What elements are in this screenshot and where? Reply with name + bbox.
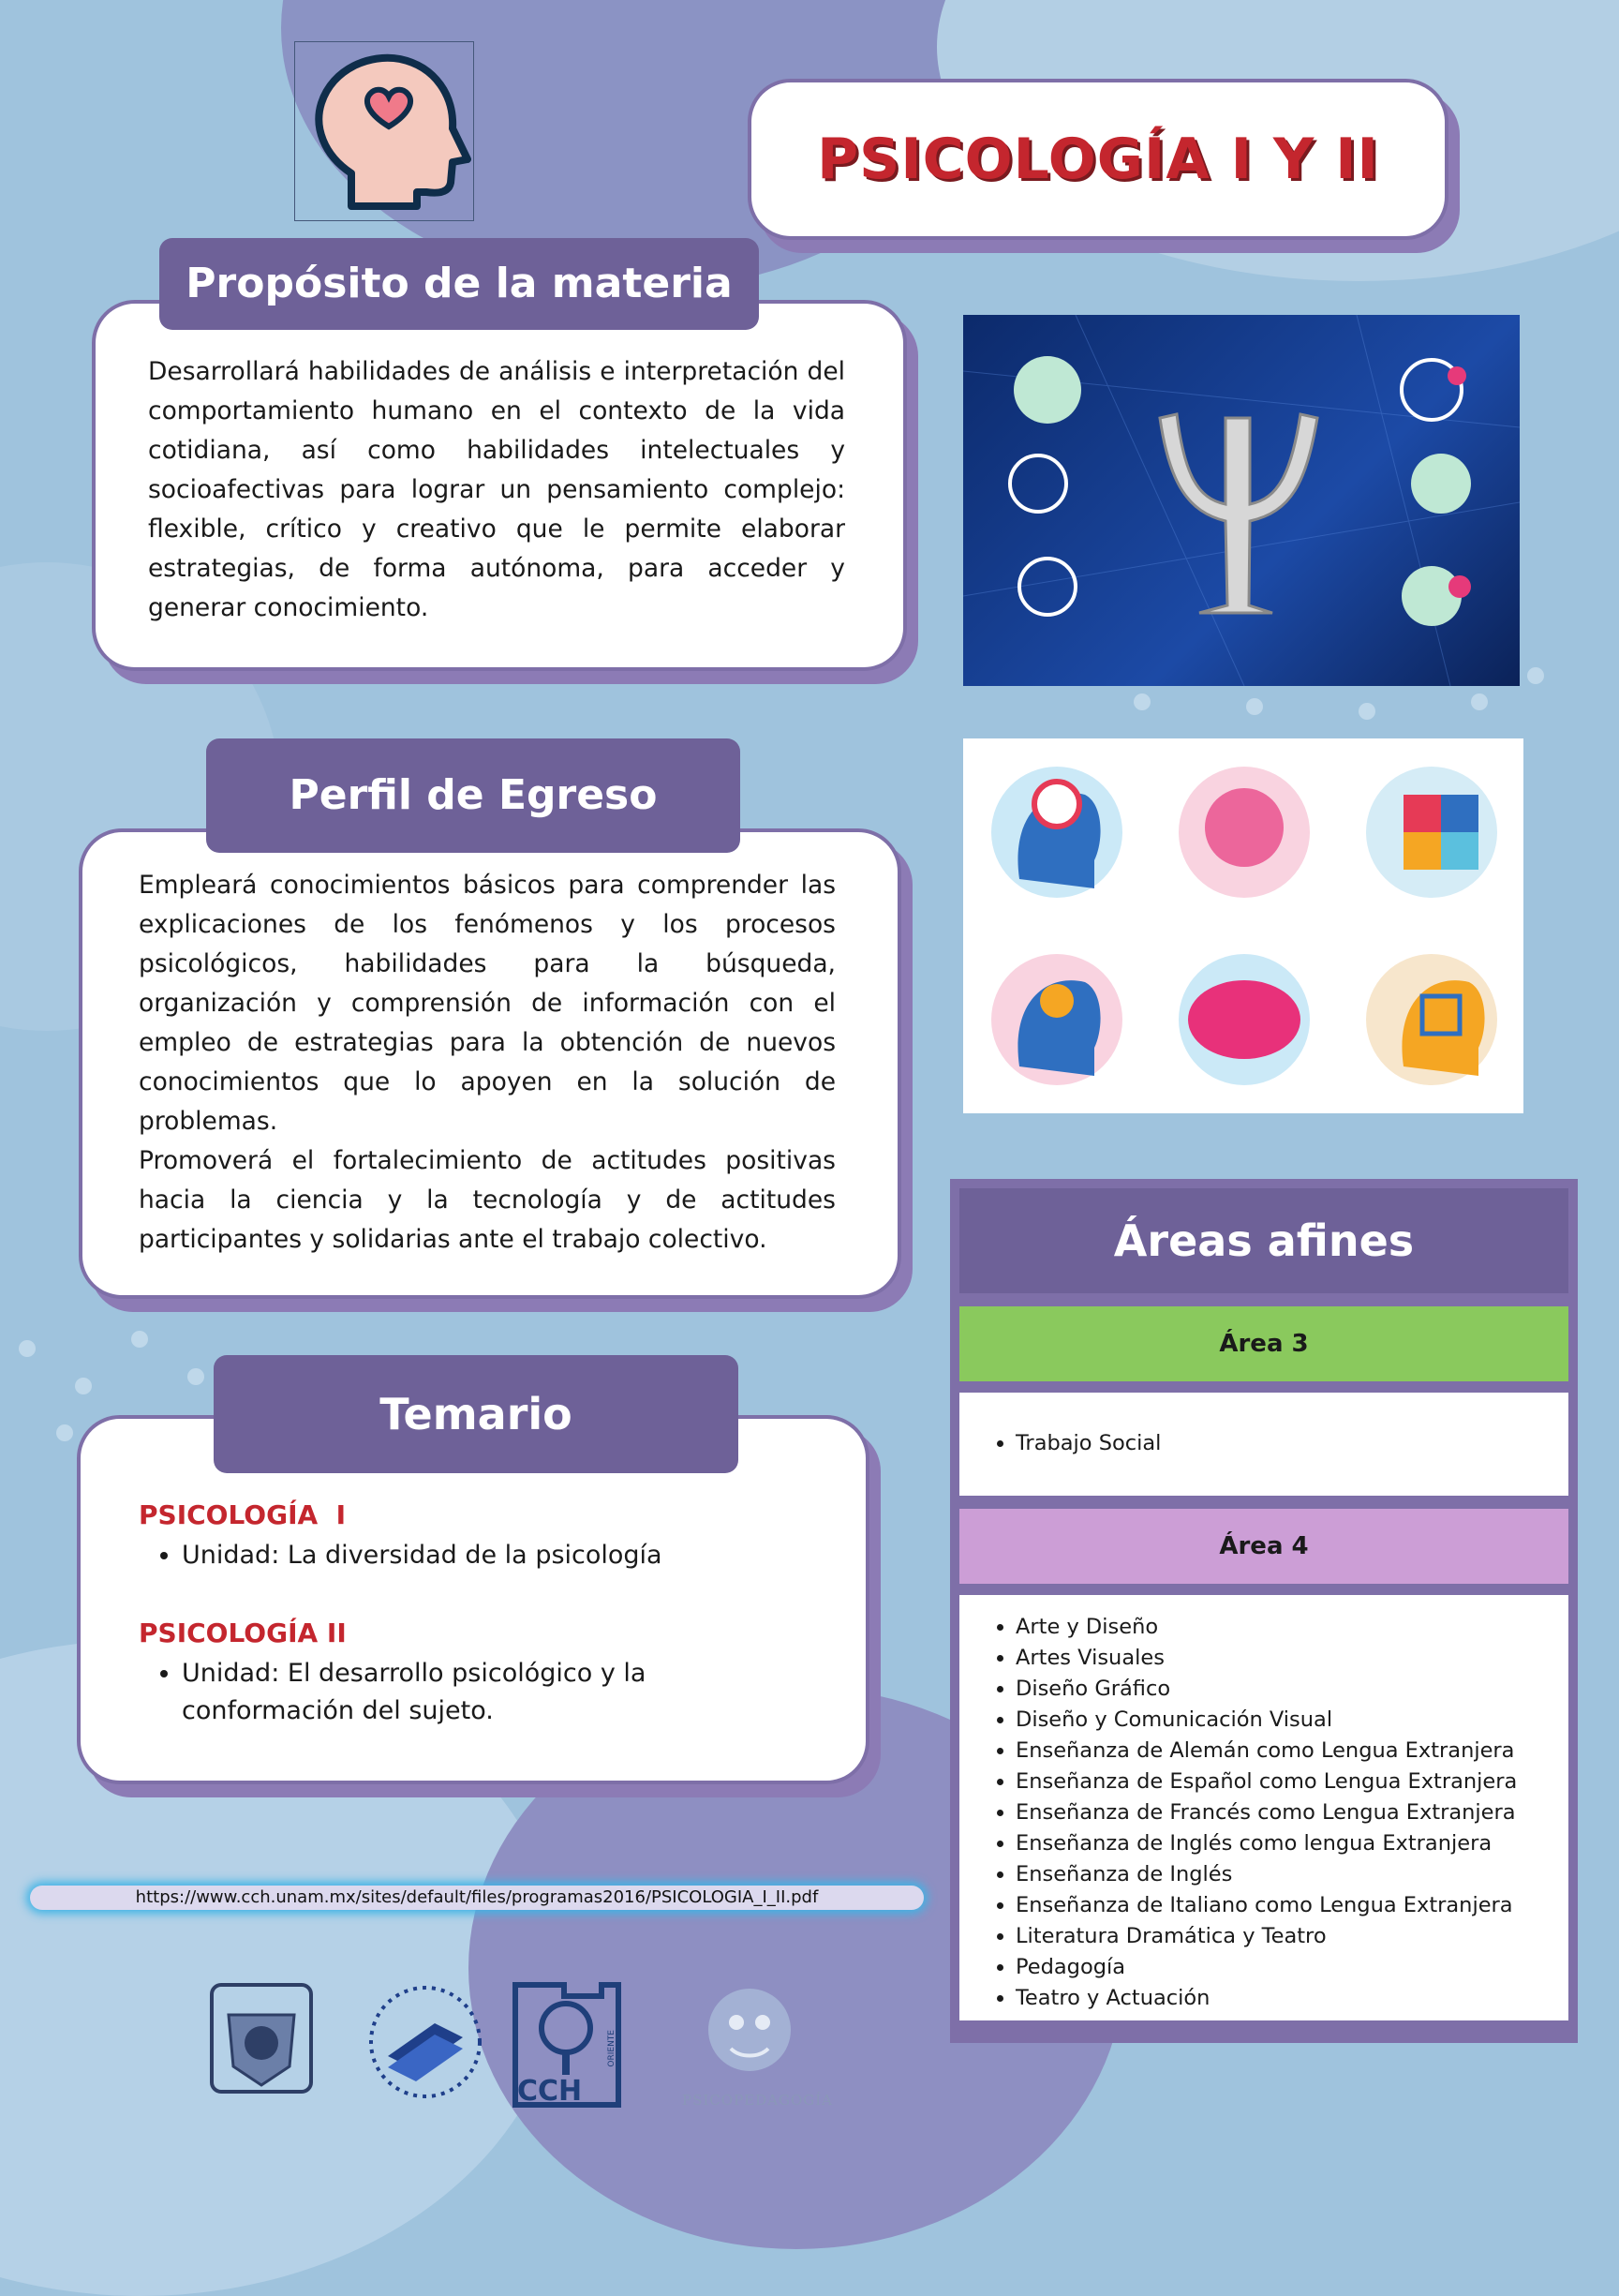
oriente-logo-text: ORIENTE [607, 2030, 616, 2067]
temario-section-title: PSICOLOGÍA II [139, 1618, 347, 1648]
cch-logo-text: CCH [517, 2075, 583, 2108]
temario-section-title: PSICOLOGÍA I [139, 1499, 347, 1530]
perfil-paragraph-2: Promoverá el fortalecimiento de actitudes positivas hacia la ciencia y la tecnología y de actitudes participantes y solidarias ante el trabajo colectivo. [139, 1146, 836, 1254]
list-item: • Enseñanza de Italiano como Lengua Extranjera [1016, 1890, 1568, 1921]
area3-label: Área 3 [959, 1306, 1568, 1381]
psicopedagogia-logo-text: PSICOPEDAGOGÍA [682, 2092, 833, 2109]
area4-list-box [959, 1595, 1568, 2020]
temario-list [139, 1655, 781, 1730]
page-title: PSICOLOGÍA I Y II [817, 127, 1379, 192]
area3-list [959, 1393, 1568, 1459]
list-item: • Artes Visuales [1016, 1643, 1568, 1674]
title-card [748, 79, 1448, 240]
list-item: • Diseño y Comunicación Visual [1016, 1705, 1568, 1736]
list-item: • Literatura Dramática y Teatro [1016, 1921, 1568, 1952]
temario-heading: Temario [214, 1355, 738, 1473]
perfil-paragraph-1: Empleará conocimientos básicos para comprender las explicaciones de los fenómenos y los procesos psicológicos, habilidades para la búsqueda, organización y comprensión de información con el empleo de estrategias para la obtención de nuevos conocimientos que lo apoyen en la solución de problemas. [139, 871, 836, 1136]
perfil-text [139, 866, 836, 1260]
areas-afines-panel [950, 1179, 1578, 2043]
unam-seal-logo [201, 1977, 322, 2099]
area3-list-box [959, 1393, 1568, 1496]
head-heart-icon [294, 41, 474, 221]
list-item: • Trabajo Social [1016, 1428, 1568, 1459]
cch-circle-logo [360, 1981, 491, 2103]
list-item: • Enseñanza de Español como Lengua Extranjera [1016, 1767, 1568, 1797]
area4-label: Área 4 [959, 1509, 1568, 1584]
list-item: • Unidad: La diversidad de la psicología [182, 1537, 838, 1574]
list-item: • Unidad: El desarrollo psicológico y la conformación del sujeto. [182, 1655, 781, 1730]
list-item: • Teatro y Actuación [1016, 1983, 1568, 2014]
list-item: • Enseñanza de Alemán como Lengua Extranjera [1016, 1736, 1568, 1767]
program-url-link[interactable]: https://www.cch.unam.mx/sites/default/files/programas2016/PSICOLOGIA_I_II.pdf [30, 1886, 924, 1910]
area4-list [959, 1595, 1568, 2014]
list-item: • Pedagogía [1016, 1952, 1568, 1983]
list-item: • Enseñanza de Inglés como lengua Extranjera [1016, 1828, 1568, 1859]
psychology-illustrations-image [963, 738, 1523, 1113]
proposito-heading: Propósito de la materia [159, 238, 759, 330]
list-item: • Enseñanza de Francés como Lengua Extranjera [1016, 1797, 1568, 1828]
psychology-psi-image [963, 315, 1520, 686]
temario-list [139, 1537, 838, 1574]
proposito-text: Desarrollará habilidades de análisis e interpretación del comportamiento humano en el contexto de la vida cotidiana, así como habilidades intelectuales y socioafectivas para lograr un pensamiento complejo: flexible, crítico y creativo que le permite elaborar estrategias, de forma autónoma, para acceder y generar conocimiento. [148, 357, 845, 622]
perfil-heading: Perfil de Egreso [206, 738, 740, 853]
list-item: • Arte y Diseño [1016, 1612, 1568, 1643]
list-item: • Diseño Gráfico [1016, 1674, 1568, 1705]
cch-oriente-logo [508, 1977, 626, 2112]
list-item: • Enseñanza de Inglés [1016, 1859, 1568, 1890]
psicopedagogia-logo [675, 1983, 833, 2114]
areas-heading: Áreas afines [959, 1188, 1568, 1293]
